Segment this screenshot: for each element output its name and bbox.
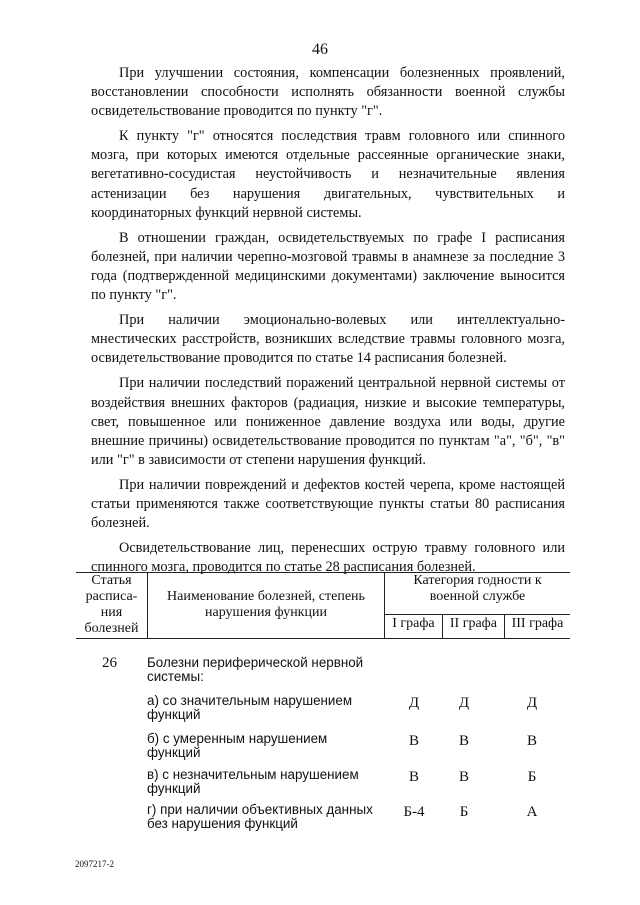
header-graph-2: II графа xyxy=(442,615,504,639)
paragraph: При наличии последствий поражений центральной нервной системы от воздействия внешних факторов (радиация, низкие и высокие температуры, свет, повышенное или пониженное давление воздуха или воды, другие внешние причины) освидетельствование проводится по пунктам "а", "б", "в" или "г" в зависимости от степени нарушения функций. xyxy=(91,375,565,468)
table-row xyxy=(76,732,570,768)
header-article: Статья расписа-ния болезней xyxy=(76,572,148,639)
value-graph-2: В xyxy=(458,733,469,749)
table-body xyxy=(76,656,570,839)
row-name: г) при наличии объективных данных без нарушения функций xyxy=(147,802,373,831)
paragraph: К пункту "г" относятся последствия травм головного или спинного мозга, при которых имеются отдельные рассеянные органические знаки, вегетативно-сосудистая неустойчивость и незначительные явления астенизации без нарушения двигательных, чувствительных и координаторных функций нервной системы. xyxy=(91,128,565,221)
paragraph: При улучшении состояния, компенсации болезненных проявлений, восстановлении способности исполнять обязанности военной службы освидетельствование проводится по пункту "г". xyxy=(91,65,565,120)
value-graph-1: Б-4 xyxy=(403,804,425,820)
article-number: 26 xyxy=(102,655,117,671)
page-number: 46 xyxy=(312,41,328,58)
value-graph-1: В xyxy=(408,769,419,785)
table-row xyxy=(76,694,570,732)
value-graph-3: В xyxy=(526,733,537,749)
value-graph-3: Б xyxy=(527,769,537,785)
table-header xyxy=(76,572,570,639)
paragraph: При наличии эмоционально-волевых или интеллектуально-мнестических расстройств, возникших вследствие травмы головного мозга, освидетельствование проводится по статье 14 расписания болезней. xyxy=(91,312,565,367)
table-row xyxy=(76,656,570,694)
value-graph-3: Д xyxy=(526,695,538,711)
value-graph-2: Д xyxy=(458,695,470,711)
paragraph: В отношении граждан, освидетельствуемых по графе I расписания болезней, при наличии черепно-мозговой травмы в анамнезе за последние 3 года (подтвержденной медицинскими документами) заключение выносится по пункту "г". xyxy=(91,229,565,304)
footer-code: 2097217-2 xyxy=(75,859,114,869)
header-graph-3: III графа xyxy=(504,615,570,639)
header-graph-1: I графа xyxy=(385,615,443,639)
value-graph-1: Д xyxy=(408,695,420,711)
body-text xyxy=(91,64,565,583)
paragraph: При наличии повреждений и дефектов костей черепа, кроме настоящей статьи применяются также соответствующие пункты статьи 80 расписания болезней. xyxy=(91,476,565,532)
value-graph-3: А xyxy=(526,804,538,820)
table-row xyxy=(76,768,570,803)
value-graph-2: В xyxy=(458,769,469,785)
header-disease-name: Наименование болезней, степень нарушения функции xyxy=(148,572,385,639)
value-graph-1: В xyxy=(408,733,419,749)
row-name: б) с умеренным нарушением функций xyxy=(147,731,328,760)
table-row xyxy=(76,803,570,839)
disease-title: Болезни периферической нервной системы: xyxy=(147,655,364,684)
row-name: а) со значительным нарушением функций xyxy=(147,693,353,722)
value-graph-2: Б xyxy=(459,804,469,820)
paragraph: Освидетельствование лиц, перенесших острую травму головного или спинного мозга, проводится по статье 28 расписания болезней. xyxy=(91,540,565,576)
header-category: Категория годности к военной службе xyxy=(385,572,571,615)
row-name: в) с незначительным нарушением функций xyxy=(147,767,359,796)
